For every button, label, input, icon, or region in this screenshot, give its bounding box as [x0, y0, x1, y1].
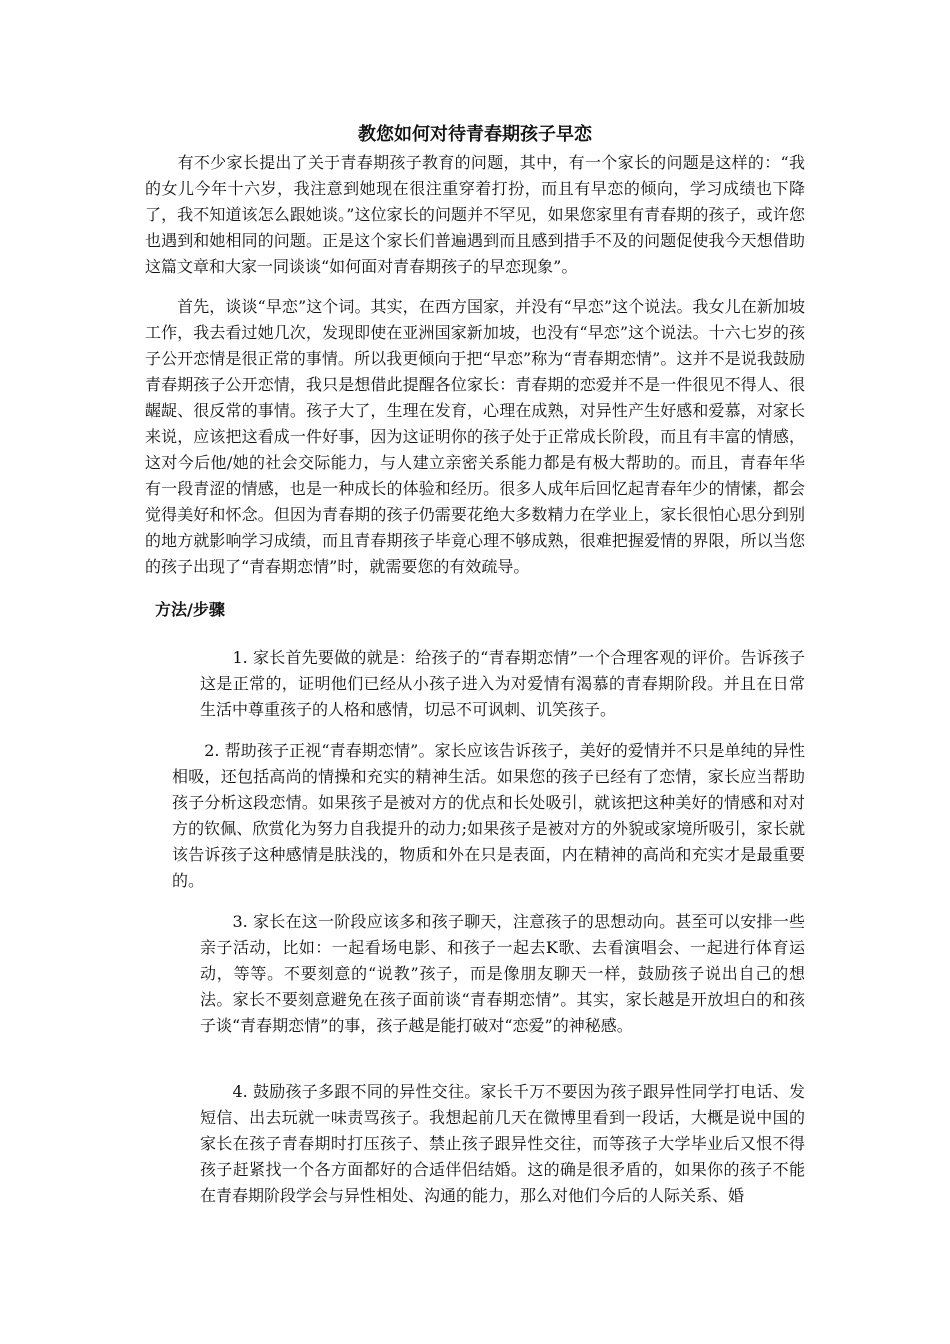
step-item-3: 3. 家长在这一阶段应该多和孩子聊天，注意孩子的思想动向。甚至可以安排一些亲子活动，比如：一起看场电影、和孩子一起去K歌、去看演唱会、一起进行体育运动，等等。不要刻意的“说教”孩子，而是像朋友聊天一样，鼓励孩子说出自己的想法。家长不要刻意避免在孩子面前谈“青春期恋情”。其实，家长越是开放坦白的和孩子谈“青春期恋情”的事，孩子越是能打破对“恋爱”的神秘感。: [200, 912, 805, 1035]
body-paragraph: 首先，谈谈“早恋”这个词。其实，在西方国家，并没有“早恋”这个说法。我女儿在新加坡工作，我去看过她几次，发现即使在亚洲国家新加坡，也没有“早恋”这个说法。十六七岁的孩子公开恋情是很正常的事情。所以我更倾向于把“早恋”称为“青春期恋情”。这并不是说我鼓励青春期孩子公开恋情，我只是想借此提醒各位家长：青春期的恋爱并不是一件很见不得人、很龌龊、很反常的事情。孩子大了，生理在发育，心理在成熟，对异性产生好感和爱慕，对家长来说，应该把这看成一件好事，因为这证明你的孩子处于正常成长阶段，而且有丰富的情感，这对今后他/她的社会交际能力，与人建立亲密关系能力都是有极大帮助的。而且，青春年华有一段青涩的情感，也是一种成长的体验和经历。很多人成年后回忆起青春年少的情愫，都会觉得美好和怀念。但因为青春期的孩子仍需要花绝大多数精力在学业上，家长很怕心思分到别的地方就影响学习成绩，而且青春期孩子毕竟心理不够成熟，很难把握爱情的界限，所以当您的孩子出现了“青春期恋情”时，就需要您的有效疏导。: [145, 297, 805, 576]
step-item-4: 4. 鼓励孩子多跟不同的异性交往。家长千万不要因为孩子跟异性同学打电话、发短信、出去玩就一味责骂孩子。我想起前几天在微博里看到一段话，大概是说中国的家长在孩子青春期时打压孩子、禁止孩子跟异性交往，而等孩子大学毕业后又恨不得孩子赶紧找一个各方面都好的合适伴侣结婚。这的确是很矛盾的，如果你的孩子不能在青春期阶段学会与异性相处、沟通的能力，那么对他们今后的人际关系、婚: [200, 1082, 805, 1205]
document-title: 教您如何对待青春期孩子早恋: [358, 124, 592, 145]
section-heading: 方法/步骤: [155, 600, 225, 619]
intro-paragraph: 有不少家长提出了关于青春期孩子教育的问题，其中，有一个家长的问题是这样的：“我的女儿今年十六岁，我注意到她现在很注重穿着打扮，而且有早恋的倾向，学习成绩也下降了，我不知道该怎么跟她谈。”这位家长的问题并不罕见，如果您家里有青春期的孩子，或许您也遇到和她相同的问题。正是这个家长们普遍遇到而且感到措手不及的问题促使我今天想借助这篇文章和大家一同谈谈“如何面对青春期孩子的早恋现象”。: [145, 153, 805, 276]
step-item-2: 2. 帮助孩子正视“青春期恋情”。家长应该告诉孩子，美好的爱情并不只是单纯的异性相吸，还包括高尚的情操和充实的精神生活。如果您的孩子已经有了恋情，家长应当帮助孩子分析这段恋情。如果孩子是被对方的优点和长处吸引，就该把这种美好的情感和对对方的钦佩、欣赏化为努力自我提升的动力;如果孩子是被对方的外貌或家境所吸引，家长就该告诉孩子这种感情是肤浅的，物质和外在只是表面，内在精神的高尚和充实才是最重要的。: [172, 741, 805, 890]
step-item-1: 1. 家长首先要做的就是：给孩子的“青春期恋情”一个合理客观的评价。告诉孩子这是正常的，证明他们已经从小孩子进入为对爱情有渴慕的青春期阶段。并且在日常生活中尊重孩子的人格和感情，切忌不可讽刺、讥笑孩子。: [200, 648, 805, 719]
